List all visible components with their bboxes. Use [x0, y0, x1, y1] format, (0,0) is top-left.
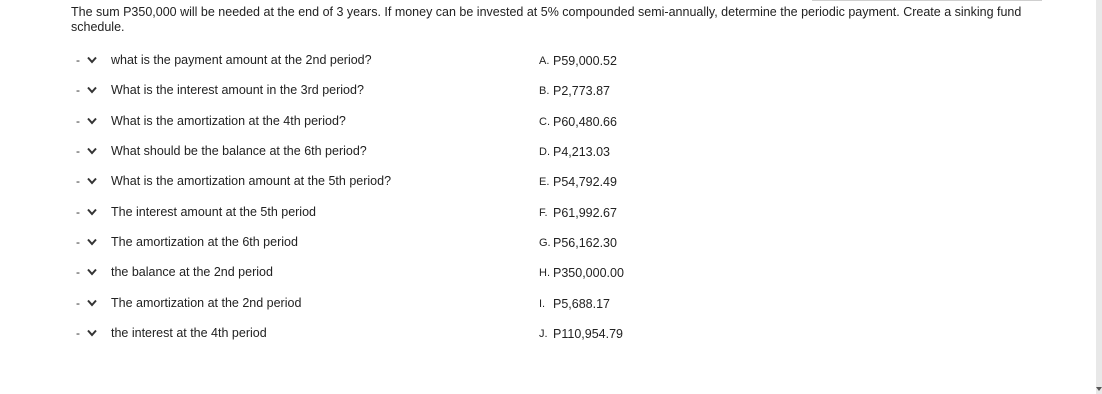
answer-select[interactable]	[71, 81, 109, 99]
answer-value: P54,792.49	[553, 175, 617, 189]
answer-letter: E.	[539, 176, 550, 188]
chevron-down-icon[interactable]	[85, 53, 99, 67]
select-value: -	[76, 83, 80, 97]
chevron-down-icon[interactable]	[85, 235, 99, 249]
answer-select[interactable]	[71, 203, 109, 221]
question-label: the balance at the 2nd period	[111, 265, 273, 279]
chevron-down-icon[interactable]	[85, 265, 99, 279]
answer-letter: J.	[539, 328, 548, 340]
question-label: The amortization at the 2nd period	[111, 296, 302, 310]
answer-select[interactable]	[71, 294, 109, 312]
answer-letter: I.	[539, 298, 546, 310]
answer-value: P110,954.79	[553, 327, 623, 341]
answer-select[interactable]	[71, 324, 109, 342]
answer-letter: D.	[539, 146, 550, 158]
answer-letter: G.	[539, 237, 551, 249]
answer-letter: B.	[539, 85, 550, 97]
answer-select[interactable]	[71, 51, 109, 69]
chevron-down-icon[interactable]	[85, 83, 99, 97]
answer-value: P4,213.03	[553, 145, 610, 159]
select-value: -	[76, 235, 80, 249]
answer-letter: F.	[539, 207, 548, 219]
question-label: The interest amount at the 5th period	[111, 205, 316, 219]
answer-value: P61,992.67	[553, 206, 617, 220]
answer-value: P59,000.52	[553, 54, 617, 68]
answer-letter: A.	[539, 55, 550, 67]
answer-value: P56,162.30	[553, 236, 617, 250]
top-divider	[812, 0, 1042, 2]
vertical-scrollbar[interactable]	[1096, 0, 1102, 394]
chevron-down-icon[interactable]	[85, 144, 99, 158]
question-label: The amortization at the 6th period	[111, 235, 298, 249]
question-label: What is the interest amount in the 3rd period?	[111, 83, 364, 97]
select-value: -	[76, 296, 80, 310]
question-label: What should be the balance at the 6th period?	[111, 144, 367, 158]
answer-select[interactable]	[71, 142, 109, 160]
answer-letter: C.	[539, 116, 550, 128]
answer-letter: H.	[539, 267, 550, 279]
question-label: the interest at the 4th period	[111, 326, 267, 340]
answer-select[interactable]	[71, 172, 109, 190]
select-value: -	[76, 326, 80, 340]
question-label: What is the amortization at the 4th period?	[111, 114, 346, 128]
select-value: -	[76, 144, 80, 158]
answer-value: P2,773.87	[553, 84, 610, 98]
answer-select[interactable]	[71, 112, 109, 130]
answer-value: P5,688.17	[553, 297, 610, 311]
chevron-down-icon[interactable]	[85, 205, 99, 219]
chevron-down-icon[interactable]	[85, 326, 99, 340]
answer-value: P350,000.00	[553, 266, 624, 280]
answer-select[interactable]	[71, 233, 109, 251]
question-label: what is the payment amount at the 2nd period?	[111, 53, 372, 67]
scroll-down-arrow-icon[interactable]	[1096, 384, 1102, 394]
chevron-down-icon[interactable]	[85, 296, 99, 310]
chevron-down-icon[interactable]	[85, 114, 99, 128]
question-label: What is the amortization amount at the 5th period?	[111, 174, 392, 188]
problem-statement: The sum P350,000 will be needed at the end of 3 years. If money can be invested at 5% compounded semi-annually, determine the periodic payment. Create a sinking fund schedule.	[71, 5, 1022, 34]
select-value: -	[76, 53, 80, 67]
answer-value: P60,480.66	[553, 115, 617, 129]
select-value: -	[76, 205, 80, 219]
select-value: -	[76, 174, 80, 188]
chevron-down-icon[interactable]	[85, 174, 99, 188]
select-value: -	[76, 114, 80, 128]
select-value: -	[76, 265, 80, 279]
answer-select[interactable]	[71, 263, 109, 281]
